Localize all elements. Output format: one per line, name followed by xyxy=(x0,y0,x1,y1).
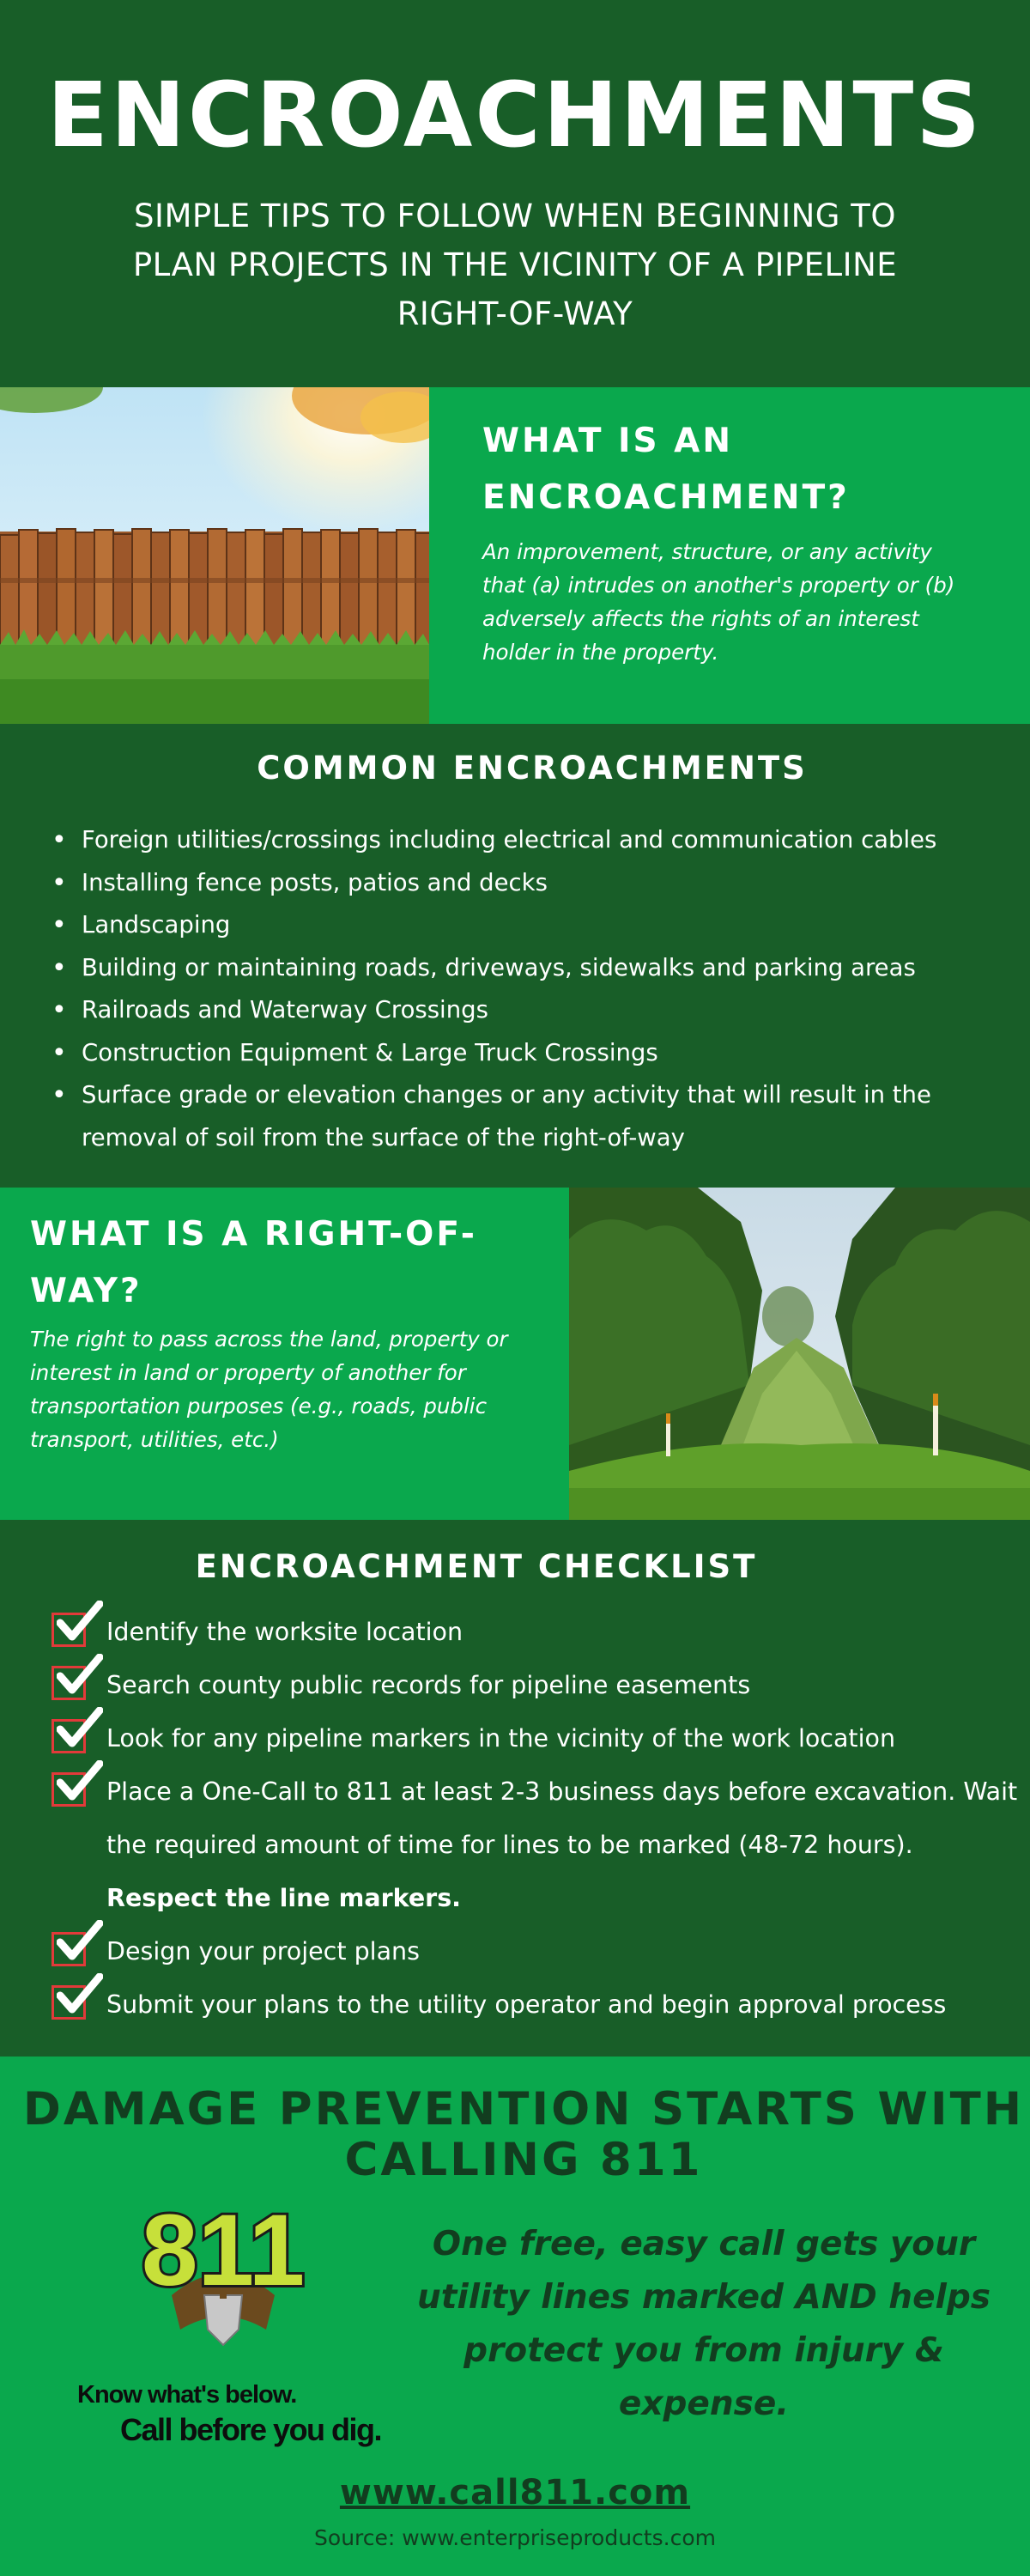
list-item: • Landscaping xyxy=(52,904,1021,947)
right-of-way-heading: WHAT IS A RIGHT-OF-WAY? xyxy=(30,1215,477,1310)
right-of-way-definition-panel xyxy=(0,1188,569,1520)
list-item: • Railroads and Waterway Crossings xyxy=(52,989,1021,1032)
logo-line-2: Call before you dig. xyxy=(120,2412,382,2447)
logo-number: 811 xyxy=(141,2194,306,2307)
checkmark-icon xyxy=(57,1707,103,1750)
list-item: • Installing fence posts, patios and decks xyxy=(52,862,1021,905)
encroachment-heading: WHAT IS AN ENCROACHMENT? xyxy=(482,422,850,517)
checklist-item-text xyxy=(106,1765,1025,1925)
common-encroachments-section xyxy=(0,724,1030,1188)
tagline: One free, easy call gets your utility lines marked AND helps protect you from injury & expense. xyxy=(416,2225,991,2423)
checklist-item-text: Search county public records for pipeline easements xyxy=(106,1671,751,1699)
checklist-heading: ENCROACHMENT CHECKLIST xyxy=(195,1548,758,1585)
checklist-item-text: Submit your plans to the utility operator and begin approval process xyxy=(106,1990,947,2019)
checkmark-icon xyxy=(57,1601,103,1643)
right-of-way-section xyxy=(0,1188,1030,1520)
encroachment-definition-panel xyxy=(429,387,1030,724)
right-of-way-photo xyxy=(569,1188,1030,1520)
checkmark-icon xyxy=(57,1973,103,2016)
list-item: • Construction Equipment & Large Truck Crossings xyxy=(52,1032,1021,1075)
damage-prevention-heading: DAMAGE PREVENTION STARTS WITH CALLING 811 xyxy=(22,2083,1025,2186)
checklist-item-text: Identify the worksite location xyxy=(106,1618,464,1646)
checkmark-icon xyxy=(57,1920,103,1963)
checkmark-icon xyxy=(57,1654,103,1697)
damage-prevention-section xyxy=(0,2057,1030,2576)
checklist-item-emphasis: Respect the line markers. xyxy=(106,1884,461,1912)
shovel-811-icon xyxy=(137,2192,309,2347)
encroachment-definition: An improvement, structure, or any activity that (a) intrudes on another's property or (b) adversely affects the rights of an interest holder in the property. xyxy=(482,539,955,665)
encroachment-section xyxy=(0,387,1030,724)
call-811-logo xyxy=(69,2192,395,2467)
checklist-item-text: Design your project plans xyxy=(106,1937,420,1965)
list-item: • Foreign utilities/crossings including electrical and communication cables xyxy=(52,819,1021,862)
page-subtitle: SIMPLE TIPS TO FOLLOW WHEN BEGINNING TO PLAN PROJECTS IN THE VICINITY OF A PIPELINE RIGHT-OF-WAY xyxy=(132,197,898,332)
fence-photo xyxy=(0,387,429,724)
encroachment-checklist-section xyxy=(0,1520,1030,2057)
list-item: • Building or maintaining roads, driveways, sidewalks and parking areas xyxy=(52,947,1021,990)
right-of-way-definition: The right to pass across the land, property or interest in land or property of another for transportation purposes (e.g., roads, public transport, utilities, etc.) xyxy=(30,1327,508,1452)
source-credit: Source: www.enterpriseproducts.com xyxy=(314,2525,716,2550)
logo-line-1: Know what's below. xyxy=(77,2381,297,2409)
checklist-item-text: Look for any pipeline markers in the vicinity of the work location xyxy=(106,1724,896,1753)
page-title: ENCROACHMENTS xyxy=(46,63,984,167)
common-list xyxy=(52,819,1021,1159)
list-item: • Surface grade or elevation changes or any activity that will result in the removal of soil from the surface of the right-of-way xyxy=(52,1074,1021,1159)
checklist-item-main: Place a One-Call to 811 at least 2-3 business days before excavation. Wait the required amount of time for lines to be marked (48-72 hours). xyxy=(106,1777,1018,1859)
common-heading: COMMON ENCROACHMENTS xyxy=(257,750,808,787)
checkmark-icon xyxy=(57,1760,103,1803)
website-link[interactable]: www.call811.com xyxy=(339,2473,691,2512)
header xyxy=(0,0,1030,387)
